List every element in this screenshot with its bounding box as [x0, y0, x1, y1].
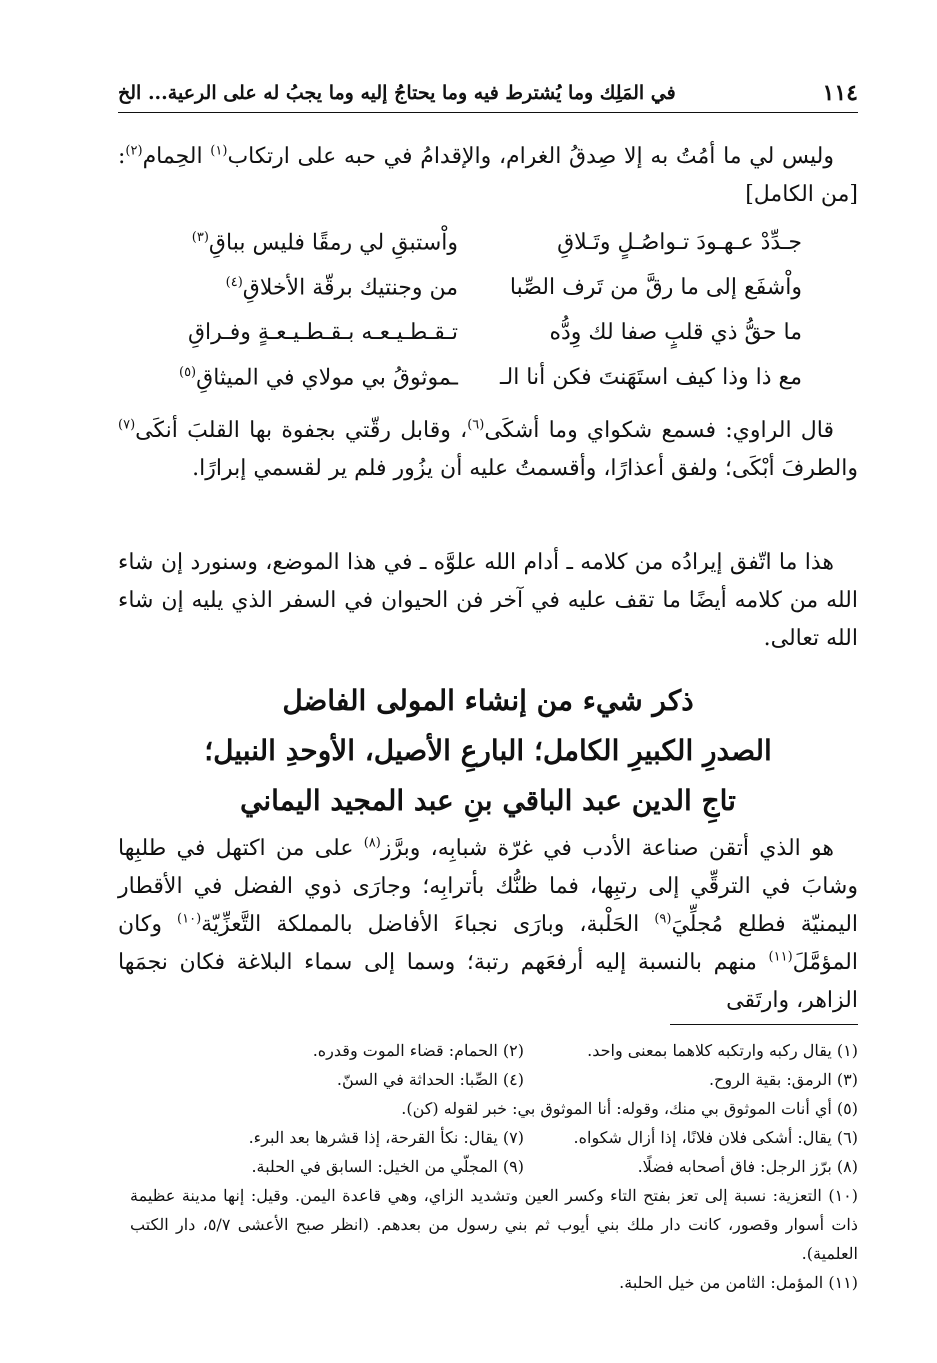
footnote-ref-1[interactable]: (١) — [210, 143, 228, 159]
footnote-ref-5[interactable]: (٥) — [178, 365, 197, 380]
footnote-row — [130, 1094, 858, 1123]
footnote-ref-7[interactable]: (٧) — [118, 417, 136, 433]
footnote-3: (٣) الرمق: بقية الروح. — [708, 1070, 858, 1089]
paragraph-narrator: قال الراوي: فسمع شكواي وما أشكَى$^{(٦)}$، وقابل رقّتي بجفوة بها القلبَ أنكَى$^{(٧)}$ والطرفَ أبْكَى؛ ولفق أعذارًا، وأقسمتُ عليه أن يزُور فلم ير لقسمي إبرارًا. — [118, 417, 858, 481]
footnote-1: (١) يقال ركبه وارتكبه كلاهما بمعنى واحد. — [587, 1041, 858, 1060]
footnote-10: (١٠) التعزية: نسبة إلى تعز بفتح التاء وكسر العين وتشديد الزاي، وهي قاعدة اليمن. وقيل: إنها مدينة عظيمة ذات أسوار وقصور، كانت دار ملك بني أيوب ثم بني رسول من بعدهم. (انظر صبح الأعشى ٥/٧، دار الكتب العلمية). — [130, 1186, 858, 1263]
running-title: في المَلِك وما يُشترط فيه وما يحتاجُ إليه وما يجبُ له على الرعية... الخ — [118, 82, 676, 104]
footnote-row — [130, 1065, 858, 1094]
paragraph-closing: هذا ما اتّفق إيرادُه من كلامه ـ أدام الله علوَّه ـ في هذا الموضع، وسنورد إن شاء الله من كلامه أيضًا ما تقف عليه في آخر فن الحيوان في السفر الذي يليه إن شاء الله تعالى. — [118, 550, 858, 651]
heading-line-1: ذكر شيء من إنشاء المولى الفاضل — [282, 684, 694, 717]
footnote-4: (٤) الصِّبا: الحداثة في السنّ. — [336, 1070, 524, 1089]
footnote-ref-2[interactable]: (٢) — [125, 143, 143, 159]
paragraph-intro: وليس لي ما أمُتُ به إلا صِدقُ الغرام، والإقدامُ في حبه على ارتكاب$^{(١)}$ الحِمام$^{(٢)}$: [من الكامل] — [118, 143, 858, 207]
header-rule — [118, 112, 858, 113]
verse-line — [118, 365, 858, 410]
footnote-5: (٥) أي أنات الموثوق بي منك، وقوله: أنا الموثوق بي: خبر لقوله (كن). — [401, 1099, 858, 1118]
verse-first-hemistich: مع ذا وذا كيف استَهَنتَ فكن أنا الـ — [500, 365, 802, 390]
verse-second-hemistich: واْستبقِ لي رمقًا فليس بباقِ$^{(٣)}$ — [191, 230, 458, 256]
verse-line — [118, 275, 858, 320]
footnote-7: (٧) يقال: نكأ القرحة، إذا قشرها بعد البرء. — [248, 1128, 524, 1147]
footnote-rule — [670, 1024, 858, 1025]
verse-line — [118, 320, 858, 365]
footnote-ref-11[interactable]: (١١) — [768, 949, 793, 965]
verse-first-hemistich: جـدِّدْ عـهـودَ تـواصُـلٍ وتَـلاقِ — [557, 230, 802, 255]
page-number: ١١٤ — [822, 80, 858, 106]
paragraph-biography: هو الذي أتقن صناعة الأدب في غرّة شبابِه، وبرَّز$^{(٨)}$ على من اكتهل في طلبِها وشابَ في الترقِّي إلى رتبِها، فما ظنُّك بأترابِه؛ وجارَى ذوي الفضل في الأقطار اليمنيّة فطلع مُجلِّيَ$^{(٩)}$ الحَلْبة، وبارَى نجباءَ الأفاضل بالمملكة التَّعزِّيّة$^{(١٠)}$ وكان المؤمَّلَ$^{(١١)}$ منهم بالنسبة إليه أرفعَهم رتبة؛ وسما إلى سماء البلاغة فكان نجمَها الزاهر، وارتَقى — [118, 835, 859, 1013]
verse-first-hemistich: واْشفَع إلى ما رقَّ من تَرف الصِّبا — [509, 275, 802, 300]
page-header — [118, 80, 858, 110]
verse-second-hemistich: ـموثوقُ بي مولاي في الميثاقِ$^{(٥)}$ — [178, 365, 458, 391]
footnote-2: (٢) الحمام: قضاء الموت وقدره. — [312, 1041, 524, 1060]
heading-line-3: تاجِ الدين عبد الباقي بنِ عبد المجيد اليماني — [240, 784, 736, 817]
footnote-row — [130, 1036, 858, 1065]
footnote-ref-4[interactable]: (٤) — [225, 275, 243, 290]
footnote-row — [130, 1152, 858, 1181]
poem — [118, 230, 858, 410]
footnote-9: (٩) المجلّي من الخيل: السابق في الحلبة. — [251, 1157, 524, 1176]
heading-line-2: الصدرِ الكبيرِ الكامل؛ البارعِ الأصيل، الأوحدِ النبيل؛ — [204, 734, 772, 767]
section-heading — [118, 676, 858, 826]
footnotes — [130, 1036, 858, 1297]
verse-line — [118, 230, 858, 275]
verse-second-hemistich: تـقـطـيـعـه بـقـطـيـعـةٍ وفـراقِ — [187, 320, 458, 345]
footnote-ref-9[interactable]: (٩) — [654, 911, 672, 927]
footnote-ref-6[interactable]: (٦) — [467, 417, 485, 433]
footnote-8: (٨) برّز الرجل: فاق أصحابه فضلًا. — [637, 1157, 858, 1176]
footnote-ref-10[interactable]: (١٠) — [177, 911, 202, 927]
verse-second-hemistich: من وجنتيك برقّة الأخلاقِ$^{(٤)}$ — [225, 275, 458, 301]
footnote-6: (٦) يقال: أشكى فلان فلانًا، إذا أزال شكواه. — [573, 1128, 858, 1147]
verse-first-hemistich: ما حقُّ ذي قلبٍ صفا لك وِدُّه — [549, 320, 802, 345]
meter-label: : [من الكامل] — [118, 144, 858, 207]
footnote-ref-8[interactable]: (٨) — [363, 835, 381, 851]
footnote-row — [130, 1123, 858, 1152]
footnote-ref-3[interactable]: (٣) — [191, 230, 209, 245]
footnote-11: (١١) المؤمل: الثامن من خيل الحلبة. — [619, 1273, 858, 1292]
